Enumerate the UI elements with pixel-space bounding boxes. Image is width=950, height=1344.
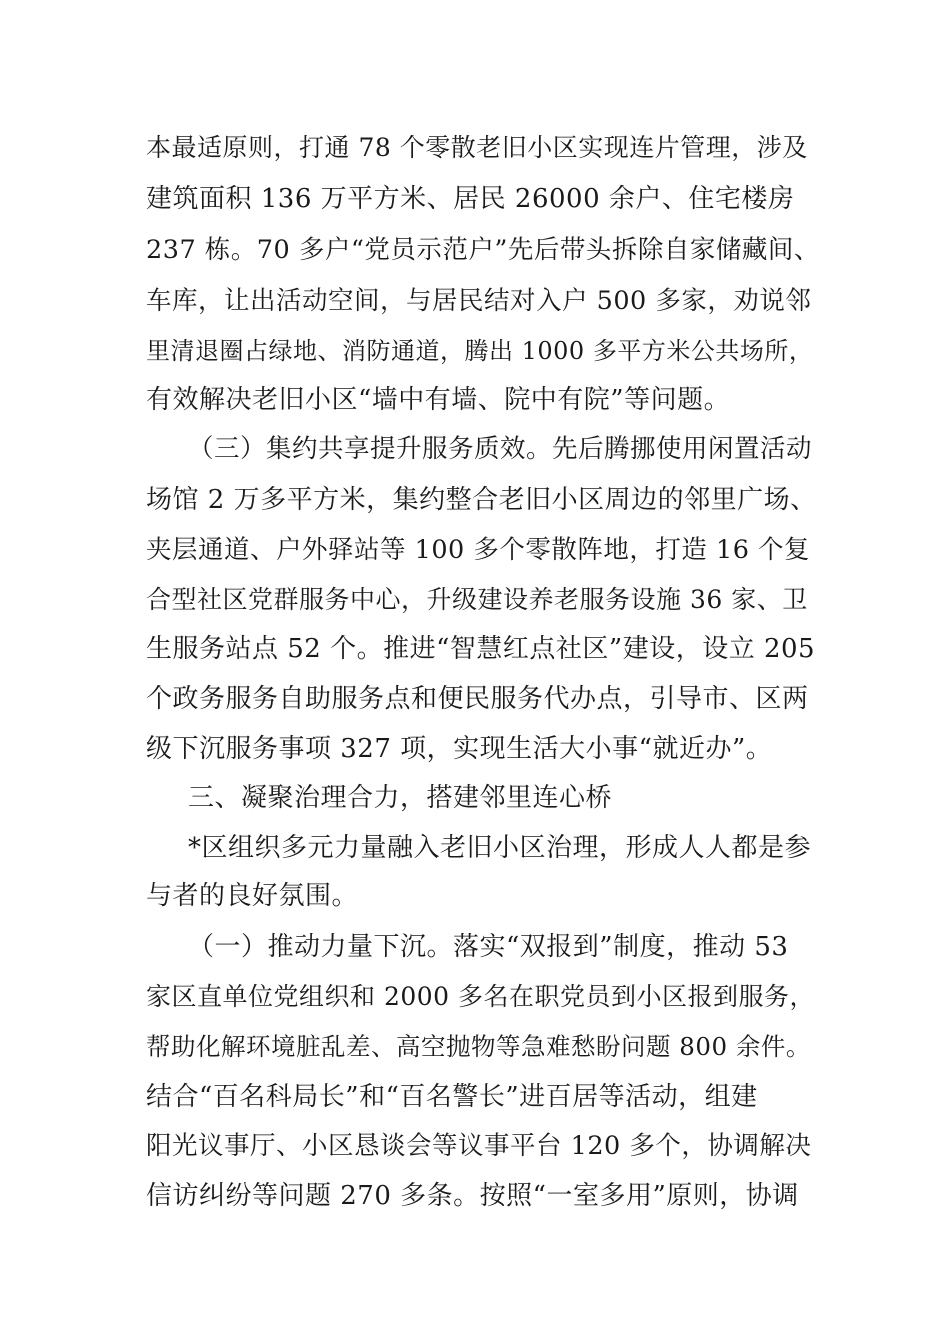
text-line: *区组织多元力量融入老旧小区治理，形成人人都是参 <box>188 833 812 863</box>
text-line: 阳光议事厅、小区恳谈会等议事平台 120 多个，协调解决 <box>146 1131 812 1161</box>
paragraph-heading: （三）集约共享提升服务质效。先后腾挪使用闲置活动 <box>188 434 813 464</box>
text-line: 级下沉服务事项 327 项，实现生活大小事“就近办”。 <box>146 734 773 764</box>
paragraph-heading: （一）推动力量下沉。落实“双报到”制度，推动 53 <box>188 932 789 962</box>
text-line: 个政务服务自助服务点和便民服务代办点，引导市、区两 <box>146 684 809 714</box>
text-line: 结合“百名科局长”和“百名警长”进百居等活动，组建 <box>146 1082 758 1112</box>
text-line: 信访纠纷等问题 270 多条。按照“一室多用”原则，协调 <box>146 1181 799 1211</box>
text-line: 夹层通道、户外驿站等 100 多个零散阵地，打造 16 个复 <box>146 535 811 565</box>
text-line: 家区直单位党组织和 2000 多名在职党员到小区报到服务， <box>146 982 816 1011</box>
text-line: 场馆 2 万多平方米，集约整合老旧小区周边的邻里广场、 <box>146 485 817 515</box>
text-line: 帮助化解环境脏乱差、高空抛物等急难愁盼问题 800 余件。 <box>146 1032 811 1061</box>
text-line: 建筑面积 136 万平方米、居民 26000 余户、住宅楼房 <box>146 184 795 214</box>
text-line: 237 栋。70 多户“党员示范户”先后带头拆除自家储藏间、 <box>146 235 820 265</box>
text-line: 与者的良好氛围。 <box>146 881 359 911</box>
text-line: 生服务站点 52 个。推进“智慧红点社区”建设，设立 205 <box>146 634 816 664</box>
text-line: 合型社区党群服务中心，升级建设养老服务设施 36 家、卫 <box>146 585 808 614</box>
text-line: 车库，让出活动空间，与居民结对入户 500 多家，劝说邻 <box>146 286 812 316</box>
section-heading: 三、凝聚治理合力，搭建邻里连心桥 <box>188 783 613 813</box>
text-line: 本最适原则，打通 78 个零散老旧小区实现连片管理，涉及 <box>146 133 808 162</box>
text-line: 有效解决老旧小区“墙中有墙、院中有院”等问题。 <box>146 385 731 415</box>
text-line: 里清退圈占绿地、消防通道，腾出 1000 多平方米公共场所， <box>146 337 814 365</box>
